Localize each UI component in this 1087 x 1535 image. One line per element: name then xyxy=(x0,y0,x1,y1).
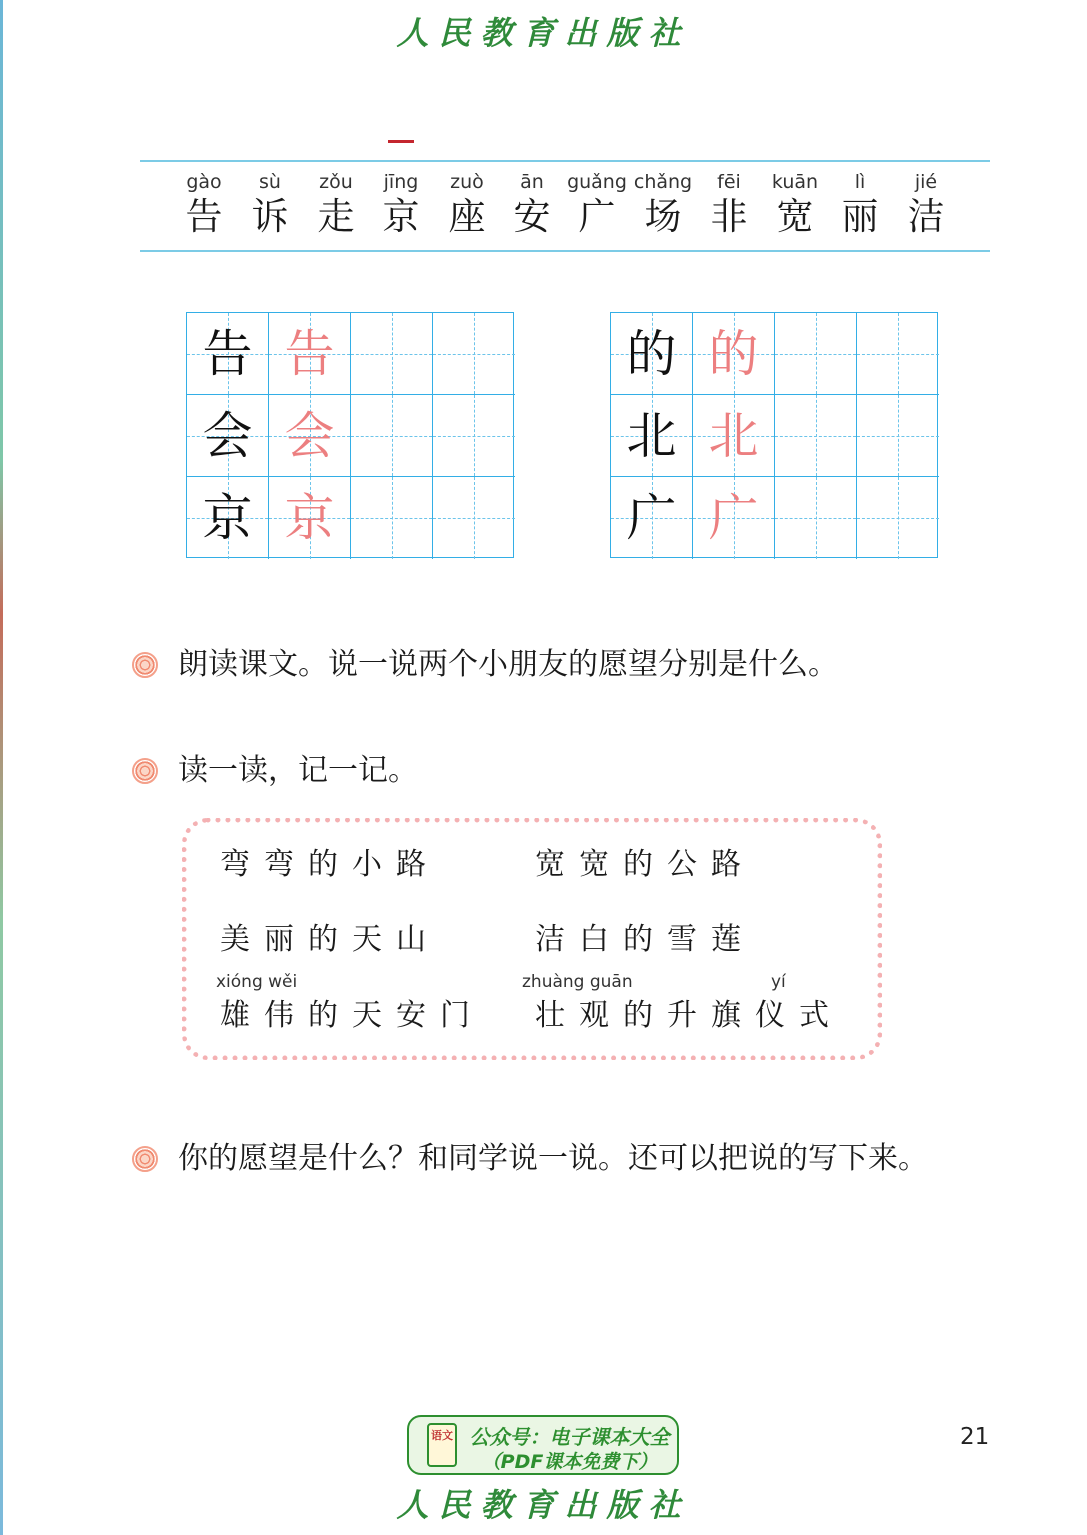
writing-grid-left xyxy=(186,312,514,558)
grid-row xyxy=(187,313,513,395)
grid-cell-blank[interactable] xyxy=(775,395,857,477)
section-marker xyxy=(388,140,414,143)
vocab-bottom-rule xyxy=(140,250,990,252)
grid-cell-trace xyxy=(693,477,775,559)
phrase: 壮观的升旗仪式 xyxy=(535,998,843,1033)
grid-cell-blank[interactable] xyxy=(775,477,857,559)
grid-cell-trace xyxy=(269,313,351,395)
header-publisher: 人民教育出版社 xyxy=(396,14,691,52)
trace-char: 告 xyxy=(284,325,335,383)
grid-cell-trace xyxy=(693,313,775,395)
grid-cell-blank[interactable] xyxy=(775,313,857,395)
pinyin-annotation: zhuàng guān xyxy=(522,972,633,992)
model-char: 北 xyxy=(626,407,677,465)
page-edge-strip xyxy=(0,0,3,1535)
vocab-pinyin: fēi xyxy=(717,171,741,193)
trace-char: 会 xyxy=(284,407,335,465)
grid-row xyxy=(187,477,513,559)
grid-cell-blank[interactable] xyxy=(857,477,939,559)
vocab-hanzi: 京 xyxy=(382,195,420,238)
grid-cell-blank[interactable] xyxy=(433,477,515,559)
model-char: 京 xyxy=(202,489,253,547)
vocab-pinyin: ān xyxy=(520,171,544,193)
vocab-item xyxy=(881,168,971,238)
grid-cell-blank[interactable] xyxy=(433,395,515,477)
vocab-hanzi: 丽 xyxy=(841,195,879,238)
vocab-list xyxy=(140,168,990,248)
spiral-bullet-icon xyxy=(132,1146,158,1172)
trace-char: 京 xyxy=(284,489,335,547)
grid-row xyxy=(611,477,937,559)
grid-cell-blank[interactable] xyxy=(351,477,433,559)
grid-row xyxy=(187,395,513,477)
spiral-bullet-icon xyxy=(132,758,158,784)
phrase: 洁白的雪莲 xyxy=(535,922,755,957)
grid-cell-model xyxy=(611,395,693,477)
phrase: 雄伟的天安门 xyxy=(220,998,484,1033)
vocab-hanzi: 非 xyxy=(710,195,748,238)
trace-char: 北 xyxy=(708,407,759,465)
vocab-pinyin: zuò xyxy=(450,171,484,193)
textbook-icon-label: 语文 xyxy=(431,1429,453,1442)
footer-publisher: 人民教育出版社 xyxy=(396,1486,691,1524)
grid-cell-model xyxy=(187,313,269,395)
vocab-pinyin: gào xyxy=(186,171,222,193)
vocab-hanzi: 告 xyxy=(185,195,223,238)
watermark-line1: 公众号：电子课本大全 xyxy=(469,1425,670,1449)
task-text: 朗读课文。说一说两个小朋友的愿望分别是什么。 xyxy=(178,647,838,682)
grid-cell-blank[interactable] xyxy=(857,395,939,477)
watermark-badge xyxy=(407,1415,679,1475)
vocab-hanzi: 走 xyxy=(317,195,355,238)
vocab-pinyin: sù xyxy=(259,171,281,193)
grid-cell-model xyxy=(187,477,269,559)
grid-cell-model xyxy=(611,313,693,395)
model-char: 告 xyxy=(202,325,253,383)
model-char: 的 xyxy=(626,325,677,383)
vocab-pinyin: zǒu xyxy=(319,171,353,193)
vocab-hanzi: 场 xyxy=(644,195,682,238)
trace-char: 的 xyxy=(708,325,759,383)
phrase: 美丽的天山 xyxy=(220,922,440,957)
pinyin-annotation: xióng wěi xyxy=(216,972,298,992)
grid-cell-blank[interactable] xyxy=(857,313,939,395)
page-number: 21 xyxy=(960,1424,990,1450)
vocab-top-rule xyxy=(140,160,990,162)
vocab-pinyin: lì xyxy=(854,171,866,193)
grid-cell-model xyxy=(187,395,269,477)
pinyin-annotation: yí xyxy=(771,972,786,992)
vocab-pinyin: kuān xyxy=(771,171,819,193)
phrase: 宽宽的公路 xyxy=(535,847,755,882)
task-text: 读一读，记一记。 xyxy=(178,753,418,788)
vocab-hanzi: 广 xyxy=(578,195,616,238)
vocab-hanzi: 宽 xyxy=(776,195,814,238)
vocab-hanzi: 安 xyxy=(513,195,551,238)
textbook-icon xyxy=(427,1423,457,1467)
vocab-hanzi: 座 xyxy=(448,195,486,238)
grid-cell-trace xyxy=(269,395,351,477)
vocab-hanzi: 洁 xyxy=(907,195,945,238)
vocab-pinyin: jié xyxy=(914,171,938,193)
vocab-pinyin: chǎng xyxy=(633,171,693,193)
grid-cell-blank[interactable] xyxy=(351,395,433,477)
vocab-pinyin: guǎng xyxy=(567,171,627,193)
trace-char: 广 xyxy=(708,489,759,547)
grid-row xyxy=(611,313,937,395)
grid-cell-blank[interactable] xyxy=(433,313,515,395)
spiral-bullet-icon xyxy=(132,652,158,678)
grid-cell-trace xyxy=(693,395,775,477)
vocab-hanzi: 诉 xyxy=(251,195,289,238)
vocab-pinyin: jīng xyxy=(383,171,419,193)
writing-grid-right xyxy=(610,312,938,558)
watermark-line2: （PDF课本免费下） xyxy=(481,1451,658,1473)
model-char: 会 xyxy=(202,407,253,465)
grid-row xyxy=(611,395,937,477)
task-text: 你的愿望是什么？和同学说一说。还可以把说的写下来。 xyxy=(178,1141,928,1176)
model-char: 广 xyxy=(626,489,677,547)
grid-cell-model xyxy=(611,477,693,559)
grid-cell-blank[interactable] xyxy=(351,313,433,395)
phrase: 弯弯的小路 xyxy=(220,847,440,882)
grid-cell-trace xyxy=(269,477,351,559)
